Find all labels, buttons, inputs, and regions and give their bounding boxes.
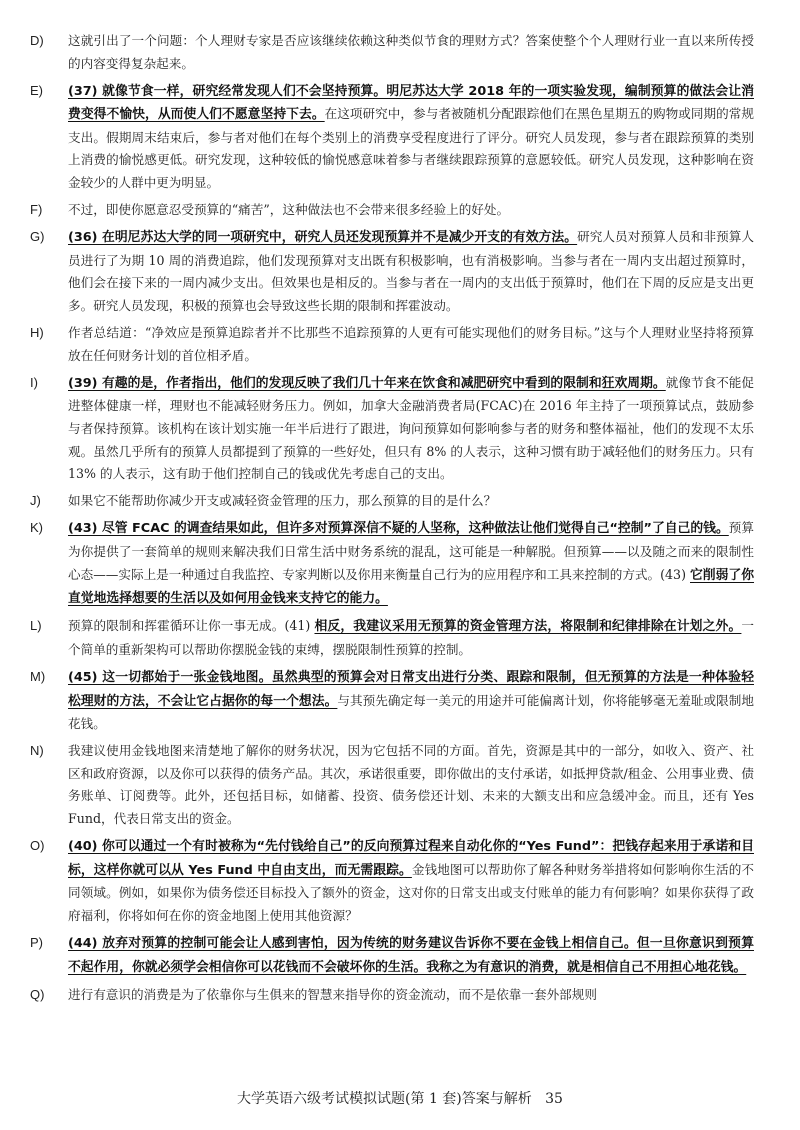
paragraph-p: [30, 932, 754, 979]
body-sentence: 进行有意识的消费是为了依靠你与生俱来的智慧来指导你的资金流动，而不是依靠一套外部规则: [68, 986, 597, 1002]
footer-title: 大学英语六级考试模拟试题(第 1 套)答案与解析: [237, 1091, 532, 1107]
paragraph-body: [68, 615, 754, 661]
body-sentence: 我建议使用金钱地图来清楚地了解你的财务状况，因为它包括不同的方面。首先，资源是其中的一部分，如收入、资产、社区和政府资源，以及你可以获得的债务产品。其次，承诺很重要，即你做出的支付承诺，如抵押贷款/租金、公用事业费、债务账单、订阅费等。此外，还包括目标，如储蓄、投资、债务偿还计划、未来的大额支出和应急缓冲金。而且，还有 Yes Fund，代表日常支出的资金。: [68, 743, 754, 826]
paragraph-label: F): [30, 202, 43, 218]
highlighted-answer-sentence: (40) 你可以通过一个有时被称为“先付钱给自己”的反向预算过程来自动化你的“Yes Fund”：把钱存起来用于承诺和目标，这样你就可以从 Yes Fund 中自由支出，而无需跟踪。: [68, 839, 754, 878]
body-sentence: 作者总结道：“净效应是预算追踪者并不比那些不追踪预算的人更有可能实现他们的财务目标。”这与个人理财业坚持将预算放在任何财务计划的首位相矛盾。: [68, 325, 754, 363]
answer-analysis-text: [30, 30, 754, 1006]
paragraph-label: Q): [30, 986, 45, 1002]
paragraph-body: [68, 932, 754, 979]
highlighted-answer-sentence: (44) 放弃对预算的控制可能会让人感到害怕，因为传统的财务建议告诉你不要在金钱上相信自己。但一旦你意识到预算不起作用，你就必须学会相信你可以花钱而不会破坏你的生活。我称之为有意识的消费，就是相信自己不用担心地花钱。: [68, 935, 754, 975]
body-sentence: 在这项研究中，参与者被随机分配跟踪他们在黑色星期五的购物或同期的常规支出。假期周末结束后，参与者对他们在每个类别上的消费享受程度进行了评分。研究人员发现，参与者在跟踪预算的类别上消费的愉悦感更低。研究发现，这种较低的愉悦感意味着参与者继续跟踪预算的意愿较低。研究人员发现，这种影响在资金较少的人群中更为明显。: [68, 106, 755, 191]
paragraph-h: [30, 322, 754, 367]
body-sentence: 预算为你提供了一套简单的规则来解决我们日常生活中财务系统的混乱，这可能是一种解脱。但预算——以及随之而来的限制性心态——实际上是一种通过自我监控、专家判断以及你用来衡量自己行为的应用程序和工具来控制的方式。(43): [68, 520, 754, 582]
paragraph-f: [30, 199, 754, 222]
paragraph-label: N): [30, 743, 44, 759]
body-sentence: 就像节食不能促进整体健康一样，理财也不能减轻财务压力。例如，加拿大金融消费者局(FCAC)在 2016 年主持了一项预算试点，鼓励参与者保持预算。该机构在该计划实施一年半后进行了跟进，询问预算如何影响参与者的财务和整体福祉，他们的发现不太乐观。虽然几乎所有的预算人员都提到了预算的一些好处，但只有 8% 的人表示，这种习惯有助于减轻他们的财务压力。只有 13% 的人表示，这有助于他们控制自己的钱或优先考虑自己的支出。: [68, 374, 755, 482]
paragraph-d: [30, 30, 754, 75]
paragraph-body: [68, 30, 754, 75]
paragraph-body: [68, 666, 754, 736]
paragraph-body: [68, 322, 754, 367]
paragraph-e: [30, 80, 754, 195]
paragraph-label: E): [30, 82, 43, 98]
body-sentence: 这就引出了一个问题：个人理财专家是否应该继续依赖这种类似节食的理财方式？答案使整个个人理财行业一直以来所传授的内容变得复杂起来。: [68, 33, 754, 71]
footer-spacer: [532, 1091, 545, 1107]
highlighted-answer-sentence: (43) 尽管 FCAC 的调查结果如此，但许多对预算深信不疑的人坚称，这种做法让他们觉得自己“控制”了自己的钱。: [68, 521, 729, 537]
paragraph-label: L): [30, 618, 42, 634]
paragraph-label: J): [30, 493, 41, 509]
paragraph-j: [30, 490, 754, 513]
highlighted-answer-sentence: (39) 有趣的是，作者指出，他们的发现反映了我们几十年来在饮食和减肥研究中看到的限制和狂欢周期。: [68, 375, 666, 391]
paragraph-g: [30, 226, 754, 317]
highlighted-answer-sentence: 相反，我建议采用无预算的资金管理方法，将限制和纪律排除在计划之外。: [314, 619, 742, 635]
body-sentence: 研究人员对预算人员和非预算人员进行了为期 10 周的消费追踪，他们发现预算对支出既有积极影响，也有消极影响。当参与者在一周内支出超过预算时，他们会在接下来的一周内减少支出。但效果也是相反的。当参与者在一周内的支出低于预算时，他们在下周的反应是支出更多。研究人员发现，积极的预算也会导致这些长期的限制和挥霍波动。: [68, 229, 755, 314]
paragraph-q: [30, 984, 754, 1007]
paragraph-o: [30, 835, 754, 927]
body-sentence: 与其预先确定每一美元的用途并可能偏离计划，你将能够毫无羞耻或限制地花钱。: [68, 692, 755, 732]
paragraph-body: [68, 984, 754, 1007]
paragraph-label: O): [30, 838, 45, 854]
body-sentence: 预算的限制和挥霍循环让你一事无成。(41): [68, 618, 315, 634]
paragraph-m: [30, 666, 754, 736]
paragraph-body: [68, 490, 754, 513]
paragraph-label: D): [30, 33, 44, 48]
paragraph-label: I): [30, 374, 38, 390]
highlighted-answer-sentence: 它削弱了你直觉地选择想要的生活以及如何用金钱来支持它的能力。: [68, 567, 755, 607]
body-sentence: 不过，即使你愿意忍受预算的“痛苦”，这种做法也不会带来很多经验上的好处。: [68, 202, 510, 218]
paragraph-body: [68, 835, 754, 927]
body-sentence: 一个简单的重新架构可以帮助你摆脱金钱的束缚，摆脱限制性预算的控制。: [68, 618, 755, 657]
page-number: 35: [545, 1091, 563, 1107]
paragraph-label: P): [30, 934, 43, 950]
paragraph-label: G): [30, 229, 45, 245]
paragraph-k: [30, 517, 754, 610]
paragraph-label: H): [30, 325, 44, 341]
paragraph-i: [30, 372, 754, 486]
highlighted-answer-sentence: (36) 在明尼苏达大学的同一项研究中，研究人员还发现预算并不是减少开支的有效方法。: [68, 230, 578, 246]
paragraph-body: [68, 740, 754, 830]
highlighted-answer-sentence: (45) 这一切都始于一张金钱地图。虽然典型的预算会对日常支出进行分类、跟踪和限制，但无预算的方法是一种体验轻松理财的方法，不会让它占据你的每一个想法。: [68, 669, 754, 709]
paragraph-n: [30, 740, 754, 830]
paragraph-body: [68, 80, 754, 195]
body-sentence: 如果它不能帮助你减少开支或减轻资金管理的压力，那么预算的目的是什么？: [68, 493, 497, 509]
page-footer: [0, 1088, 800, 1111]
paragraph-label: K): [30, 520, 43, 536]
paragraph-body: [68, 372, 754, 486]
paragraph-l: [30, 615, 754, 661]
paragraph-body: [68, 517, 754, 610]
body-sentence: 金钱地图可以帮助你了解各种财务举措将如何影响你生活的不同领域。例如，如果你为债务偿还目标投入了额外的资金，这对你的日常支出或支付账单的能力有何影响？如果你获得了政府福利，你将如何在你的资金地图上使用其他资源？: [68, 861, 754, 923]
paragraph-body: [68, 199, 754, 222]
paragraph-body: [68, 226, 754, 317]
highlighted-answer-sentence: (37) 就像节食一样，研究经常发现人们不会坚持预算。明尼苏达大学 2018 年的一项实验发现，编制预算的做法会让消费变得不愉快，从而使人们不愿意坚持下去。: [68, 83, 754, 123]
paragraph-label: M): [30, 668, 46, 684]
